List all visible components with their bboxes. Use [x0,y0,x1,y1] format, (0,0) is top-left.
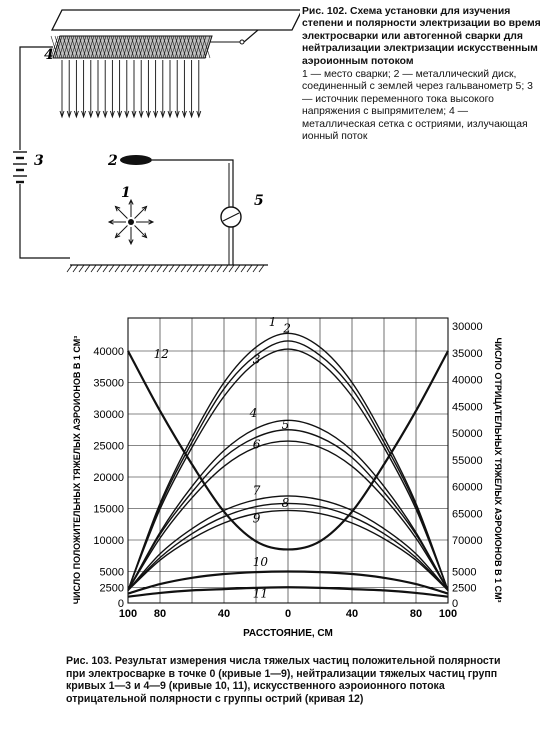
y-right-tick-label: 5000 [452,566,477,579]
y-right-tick-label: 55000 [452,454,483,467]
x-tick-label: 100 [118,608,138,620]
y-tick-label: 30000 [93,409,124,421]
y-tick-label: 0 [117,598,124,610]
label-5: 5 [254,193,264,209]
chart-grid [128,318,448,603]
series-label-9: 9 [252,511,261,526]
y-right-tick-label: 35000 [452,347,483,360]
figure-102-caption-legend: 1 — место сварки; 2 — металлический диск, соединенный с землей через гальванометр 5; 3 — источник переменного тока высокого напряжения с выпрямителем; 4 — металлическая сетка с остриями, излучающая ионный поток [302,69,533,143]
y-right-tick-label: 45000 [452,401,483,414]
x-tick-label: 80 [153,608,167,620]
series-label-3: 3 [252,352,261,367]
y-axis-label-right: ЧИСЛО ОТРИЦАТЕЛЬНЫХ ТЯЖЕЛЫХ АЭРОИОНОВ В 1 СМ³ [493,337,503,603]
x-tick-label: 40 [345,608,359,620]
y-right-tick-label: 70000 [452,535,483,547]
chart-series-labels [154,315,291,601]
circuit-wire-bottom [20,184,70,258]
y-tick-label: 5000 [99,566,124,579]
series-label-4: 4 [249,406,258,421]
label-3: 3 [34,153,44,169]
disk-wire [152,160,233,207]
x-axis-label: РАССТОЯНИЕ, СМ [243,628,333,639]
x-tick-label: 80 [409,608,423,620]
x-axis-ticks [119,608,457,620]
series-label-11: 11 [252,586,269,601]
y-tick-label: 20000 [93,472,124,484]
y-axis-label-left: ЧИСЛО ПОЛОЖИТЕЛЬНЫХ ТЯЖЕЛЫХ АЭРОИОНОВ В 1 СМ³ [72,335,82,605]
metal-disk [120,155,152,165]
y-tick-label: 2500 [99,582,124,595]
y-right-tick-label: 2500 [452,582,477,595]
series-label-10: 10 [252,554,269,569]
x-tick-label: 100 [438,608,458,620]
y-axis-right-ticks [452,321,483,610]
figure-103-caption: Рис. 103. Результат измерения числа тяжелых частиц положительной полярности при электросварке в точке 0 (кривые 1—9), нейтрализации тяжелых частиц групп кривых 1—3 и 4—9 (кривые 10, 11), искусственного аэроионного потока отрицательной полярности с группы острий (кривая 12) [66,655,501,705]
y-right-tick-label: 65000 [452,508,483,521]
series-label-6: 6 [252,437,261,452]
label-2: 2 [108,153,118,169]
series-label-7: 7 [252,483,261,498]
radial-arrow [115,226,127,238]
series-label-12: 12 [153,346,169,361]
figure-102-schematic [0,0,300,290]
figure-103-chart [0,298,547,648]
y-axis-left-ticks [93,346,124,610]
series-label-2: 2 [283,321,291,336]
x-tick-label: 40 [217,608,231,620]
figure-102-caption-title: Рис. 102. Схема установки для изучения степени и полярности электризации во время электросварки или автогенной сварки для нейтрализации электризации искусственным аэроионным потоком [302,6,541,67]
label-1: 1 [121,185,131,201]
y-tick-label: 15000 [93,503,124,516]
label-4: 4 [44,47,54,63]
y-tick-label: 40000 [93,346,124,358]
ion-flow-arrows [60,60,201,117]
y-tick-label: 10000 [93,535,124,547]
terminal [240,40,244,44]
y-right-tick-label: 50000 [452,428,483,440]
y-right-tick-label: 0 [452,598,459,610]
x-tick-label: 0 [284,608,292,620]
series-label-5: 5 [281,418,290,433]
series-label-1: 1 [268,314,277,329]
y-right-tick-label: 30000 [452,321,483,333]
welding-plate [52,10,300,30]
metal-mesh-with-points [51,36,212,58]
ground-hatch [67,265,264,272]
hv-source-battery [13,152,27,182]
radial-arrow [135,206,147,218]
radial-arrow [115,206,127,218]
y-right-tick-label: 60000 [452,481,483,494]
figure-102-caption [302,6,542,143]
series-label-8: 8 [281,496,290,511]
welding-spot [128,219,134,225]
y-tick-label: 25000 [93,440,124,453]
switch-lever [244,30,258,42]
y-tick-label: 35000 [93,377,124,390]
radial-arrow [135,226,147,238]
y-right-tick-label: 40000 [452,374,483,387]
